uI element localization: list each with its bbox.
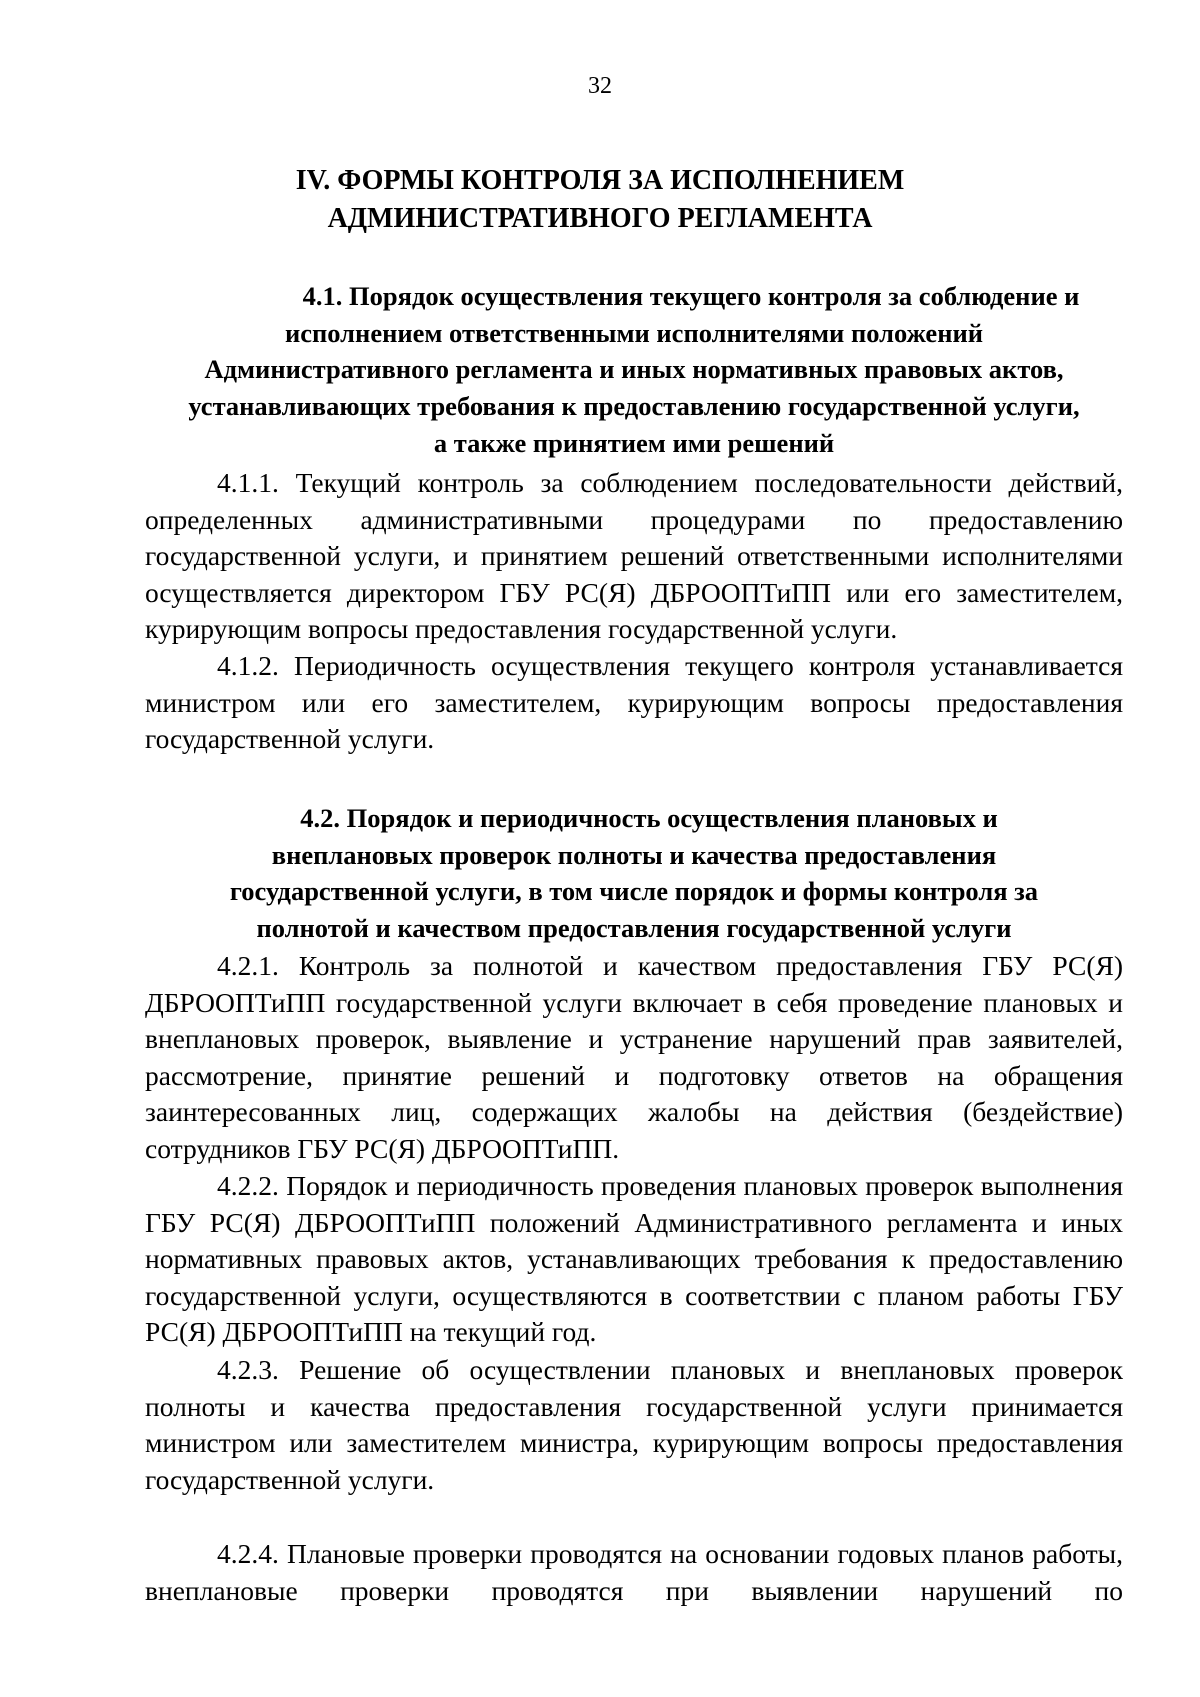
subsection-heading-line: а также принятием ими решений bbox=[433, 427, 835, 458]
section-title bbox=[0, 162, 1200, 238]
subsection-heading-line: полнотой и качеством предоставления государственной услуги bbox=[256, 913, 1012, 944]
page-number: 32 bbox=[588, 73, 612, 99]
subsection-heading-line: внеплановых проверок полноты и качества предоставления bbox=[271, 839, 997, 870]
subsection-heading-4-2 bbox=[145, 800, 1123, 947]
paragraph-4-2-3: 4.2.3. Решение об осуществлении плановых и внеплановых проверок полноты и качества предоставления государственной услуги принимается министром или заместителем министра, курирующим вопросы предоставления государственной услуги. bbox=[145, 1354, 1123, 1495]
subsection-heading-line: устанавливающих требования к предоставлению государственной услуги, bbox=[188, 391, 1080, 422]
subsection-heading-line: 4.2. Порядок и периодичность осуществления плановых и bbox=[300, 803, 998, 833]
paragraph-4-2-2: 4.2.2. Порядок и периодичность проведения плановых проверок выполнения ГБУ РС(Я) ДБРООПТиПП положений Административного регламента и иных нормативных правовых актов, устанавливающих требования к предоставлению государственной услуги, осуществляются в соответствии с планом работы ГБУ РС(Я) ДБРООПТиПП на текущий год. bbox=[145, 1170, 1123, 1348]
subsection-heading-line: государственной услуги, в том числе порядок и формы контроля за bbox=[229, 876, 1039, 907]
paragraph-4-1-1: 4.1.1. Текущий контроль за соблюдением последовательности действий, определенных административными процедурами по предоставлению государственной услуги, и принятием решений ответственными исполнителями осуществляется директором ГБУ РС(Я) ДБРООПТиПП или его заместителем, курирующим вопросы предоставления государственной услуги. bbox=[145, 467, 1123, 645]
section-title-line: IV. ФОРМЫ КОНТРОЛЯ ЗА ИСПОЛНЕНИЕМ bbox=[295, 165, 905, 196]
subsection-heading-line: исполнением ответственными исполнителями положений bbox=[284, 317, 984, 348]
subsection-heading-4-1 bbox=[145, 278, 1123, 462]
paragraph-4-2-4: 4.2.4. Плановые проверки проводятся на основании годовых планов работы, внеплановые проверки проводятся при выявлении нарушений по bbox=[145, 1538, 1123, 1606]
paragraph-4-2-1: 4.2.1. Контроль за полнотой и качеством предоставления ГБУ РС(Я) ДБРООПТиПП государственной услуги включает в себя проведение плановых и внеплановых проверок, выявление и устранение нарушений прав заявителей, рассмотрение, принятие решений и подготовку ответов на обращения заинтересованных лиц, содержащих жалобы на действия (бездействие) сотрудников ГБУ РС(Я) ДБРООПТиПП. bbox=[145, 950, 1123, 1164]
subsection-heading-line: Административного регламента и иных нормативных правовых актов, bbox=[204, 354, 1064, 385]
section-title-line: АДМИНИСТРАТИВНОГО РЕГЛАМЕНТА bbox=[327, 203, 873, 234]
subsection-heading-line: 4.1. Порядок осуществления текущего контроля за соблюдение и bbox=[302, 281, 1080, 311]
paragraph-4-1-2: 4.1.2. Периодичность осуществления текущего контроля устанавливается министром или его заместителем, курирующим вопросы предоставления государственной услуги. bbox=[145, 650, 1123, 755]
